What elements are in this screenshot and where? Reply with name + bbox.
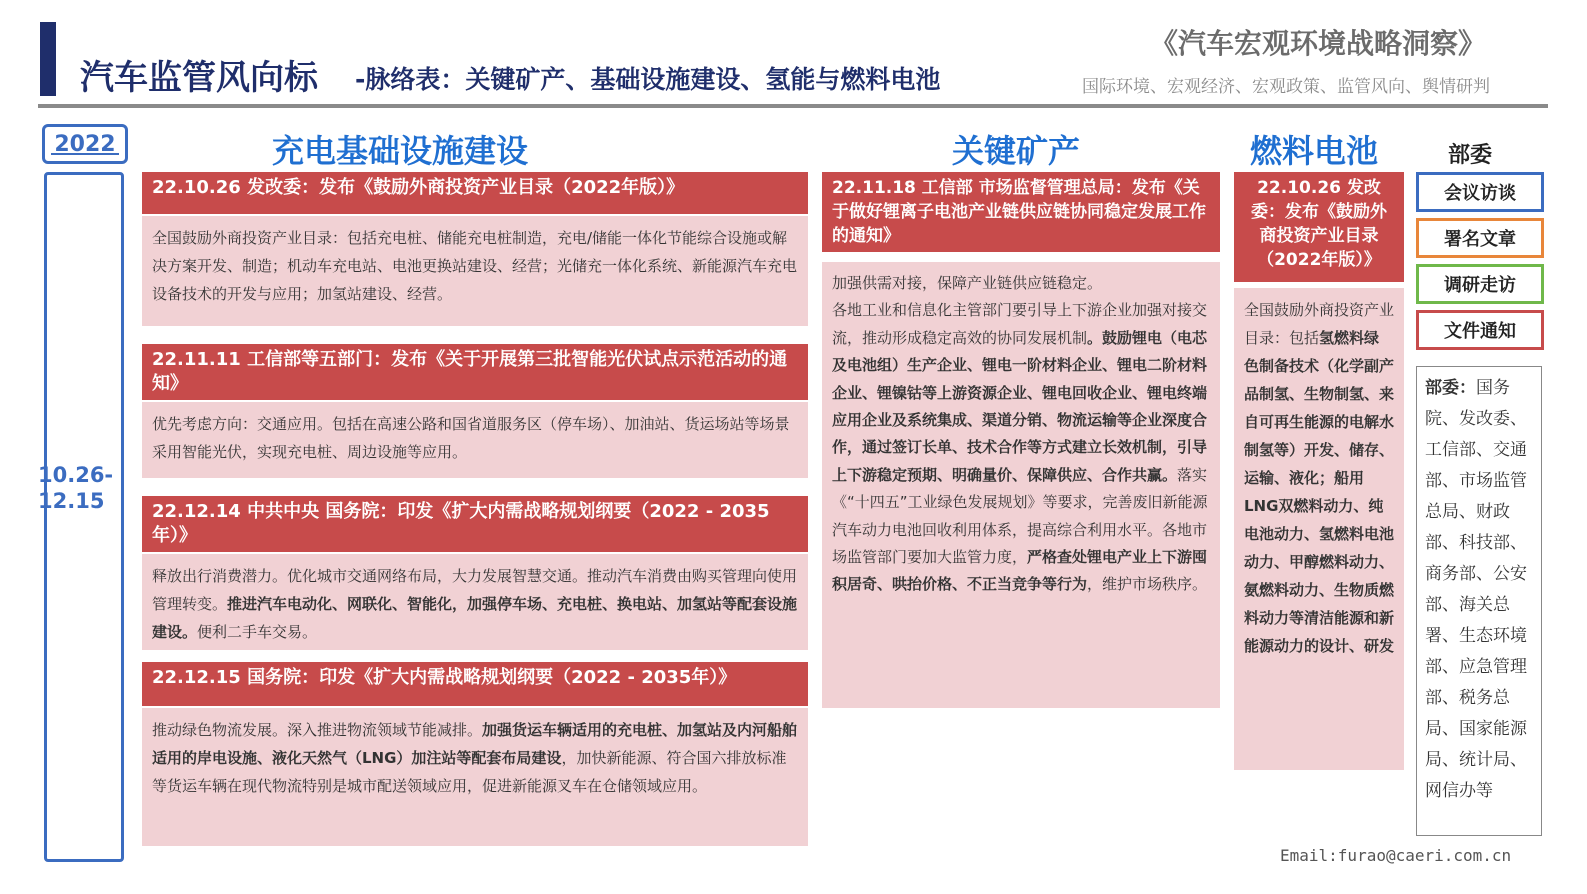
minerals-card-header: 22.11.18 工信部 市场监督管理总局：发布《关于做好锂离子电池产业链供应链协同稳定发展工作的通知》 [822,172,1220,252]
period-line-1: 10.26- [38,463,114,487]
charging-card-3-body [142,554,808,650]
fuelcell-card-body [1234,288,1404,770]
charging-card-2-body: 优先考虑方向：交通应用。包括在高速公路和国省道服务区（停车场）、加油站、货运场站等场景采用智能光伏，实现充电桩、周边设施等应用。 [142,402,808,478]
report-tags: 国际环境、宏观经济、宏观政策、监管风向、舆情研判 [1082,77,1490,97]
ministries-title: 部委 [1448,143,1493,168]
legend-meeting-interview: 会议访谈 [1416,172,1544,212]
fuelcell-card-header: 22.10.26 发改委：发布《鼓励外商投资产业目录（2022年版）》 [1234,172,1404,282]
section-fuelcell-heading: 燃料电池 [1250,132,1379,170]
charging-card-3-tail: 便利二手车交易。 [197,623,318,641]
contact-email: Email:furao@caeri.com.cn [1280,846,1512,865]
timeline-bar [44,172,124,862]
ministries-list-label: 部委： [1425,378,1476,398]
charging-card-4-text: 推动绿色物流发展。深入推进物流领域节能减排。 [152,721,483,739]
section-charging-heading: 充电基础设施建设 [272,132,529,170]
period-line-2: 12.15 [38,489,105,513]
minerals-body-2: 各地工业和信息化主管部门要引导上下游企业加强对接交流，推动形成稳定高效的协同发展机制 [832,301,1208,347]
charging-card-3-header: 22.12.14 中共中央 国务院：印发《扩大内需战略规划纲要（2022 - 2035年）》 [142,496,808,552]
header-divider [38,104,1548,108]
ministries-list [1416,366,1542,836]
charging-card-1-header: 22.10.26 发改委：发布《鼓励外商投资产业目录（2022年版）》 [142,172,808,214]
charging-card-3-text: 释放出行消费潜力。优化城市交通网络布局，大力发展智慧交通。推动汽车消费由购买管理向使用管理转变。 [152,567,798,613]
page-title: 汽车监管风向标 [80,58,318,98]
charging-card-2-header: 22.11.11 工信部等五部门：发布《关于开展第三批智能光伏试点示范活动的通知》 [142,344,808,400]
report-name: 《汽车宏观环境战略洞察》 [1150,27,1487,60]
charging-card-4-tail: ，加快新能源、符合国六排放标准等货运车辆在现代物流特别是城市配送领域应用，促进新能源叉车在仓储领域应用。 [152,749,787,795]
section-minerals-heading: 关键矿产 [952,132,1081,170]
ministries-list-text: 国务院、发改委、工信部、交通部、市场监管总局、财政部、科技部、商务部、公安部、海关总署、生态环境部、应急管理部、税务总局、国家能源局、统计局、网信办等 [1425,378,1527,801]
minerals-card-body [822,262,1220,708]
page-subtitle: -脉络表：关键矿产、基础设施建设、氢能与燃料电池 [355,65,941,94]
minerals-body-4: ，维护市场秩序。 [1087,575,1208,594]
charging-card-4-bold: 加强货运车辆适用的充电桩、加氢站及内河船舶适用的岸电设施、液化天然气（LNG）加注站等配套布局建设 [152,721,798,767]
legend-document-notice: 文件通知 [1416,310,1544,350]
legend-signed-article: 署名文章 [1416,218,1544,258]
charging-card-3-bold: 推进汽车电动化、网联化、智能化，加强停车场、充电桩、换电站、加氢站等配套设施建设。 [152,595,798,641]
legend-research-visit: 调研走访 [1416,264,1544,304]
minerals-body-1: 加强供需对接，保障产业链供应链稳定。 [832,274,1103,292]
year-label: 2022 [54,131,116,157]
minerals-body-bold-2: 严格查处锂电产业上下游囤积居奇、哄抬价格、不正当竞争等行为 [832,548,1208,594]
charging-card-1-body: 全国鼓励外商投资产业目录：包括充电桩、储能充电桩制造，充电/储能一体化节能综合设施或解决方案开发、制造；机动车充电站、电池更换站建设、经营；光储充一体化系统、新能源汽车充电设备技术的开发与应用；加氢站建设、经营。 [142,216,808,326]
year-badge [42,124,128,164]
minerals-body-3: 落实《“十四五”工业绿色发展规划》等要求，完善废旧新能源汽车动力电池回收利用体系，提高综合利用水平。各地市场监管部门要加大监管力度， [832,465,1208,567]
fuelcell-body-bold: 氢燃料绿色制备技术（化学副产品制氢、生物制氢、来自可再生能源的电解水制氢等）开发、储存、运输、液化；船用LNG双燃料动力、纯电池动力、氢燃料电池动力、甲醇燃料动力、氨燃料动力、生物质燃料动力等清洁能源和新能源动力的设计、研发 [1244,329,1395,655]
charging-card-4-body [142,708,808,846]
charging-card-4-header: 22.12.15 国务院：印发《扩大内需战略规划纲要（2022 - 2035年）》 [142,662,808,706]
period-label [38,462,128,514]
minerals-body-bold: 。鼓励锂电（电芯及电池组）生产企业、锂电一阶材料企业、锂电二阶材料企业、锂镍钴等上游资源企业、锂电回收企业、锂电终端应用企业及系统集成、渠道分销、物流运输等企业深度合作，通过签订长单、技术合作等方式建立长效机制，引导上下游稳定预期、明确量价、保障供应、合作共赢。 [832,328,1208,484]
title-accent-bar [40,22,56,96]
fuelcell-body-text: 全国鼓励外商投资产业目录：包括 [1244,301,1395,347]
